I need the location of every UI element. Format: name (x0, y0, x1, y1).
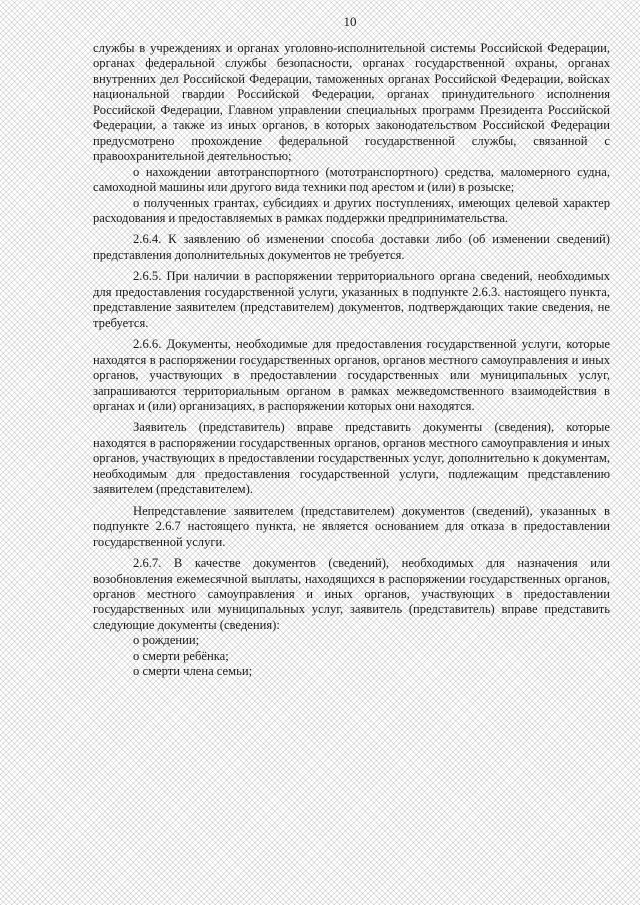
list-item: о смерти члена семьи; (133, 664, 253, 679)
paragraph-2-6-7: 2.6.7. В качестве документов (сведений), необходимых для назначения или возобновления ежемесячной выплаты, находящихся в распоряжении государственных органов, органов местного самоуправления и иных органов, участвующих в предоставлении государственных или муниципальных услуг, заявитель (представитель) вправе представить следующие документы (сведения): (93, 556, 610, 632)
document-list (93, 633, 610, 679)
paragraph-2-6-4: 2.6.4. К заявлению об изменении способа доставки либо (об изменении сведений) представления дополнительных документов не требуется. (93, 232, 610, 262)
paragraph-service-bodies: службы в учреждениях и органах уголовно-исполнительной системы Российской Федерации, органах федеральной службы безопасности, органах государственной охраны, органах внутренних дел Российской Федерации, таможенных органах Российской Федерации, войсках национальной гвардии Российской Федерации, органах принудительного исполнения Российской Федерации, Главном управлении специальных программ Президента Российской Федерации, а также из иных органов, в которых законодательством Российской Федерации предусмотрено прохождение федеральной государственной службы, связанной с правоохранительной деятельностью; (93, 41, 610, 164)
paragraph-applicant-right: Заявитель (представитель) вправе представить документы (сведения), которые находятся в распоряжении государственных органов, органов местного самоуправления и иных органов, участвующих в предоставлении государственных услуг, дополнительно к документам, необходимым для предоставления государственной услуги, подлежащим представлению заявителем (представителем). (93, 420, 610, 497)
paragraph-grants-subsidies: о полученных грантах, субсидиях и других поступлениях, имеющих целевой характер расходования и предоставляемых в рамках поддержки предпринимательства. (93, 195, 610, 225)
list-item: о смерти ребёнка; (133, 648, 229, 663)
paragraph-2-6-5: 2.6.5. При наличии в распоряжении территориального органа сведений, необходимых для предоставления государственной услуги, указанных в подпункте 2.6.3. настоящего пункта, представление заявителем (представителем) документов, подтверждающих такие сведения, не требуется. (93, 269, 610, 330)
paragraph-non-submission: Непредставление заявителем (представителем) документов (сведений), указанных в подпункте 2.6.7 настоящего пункта, не является основанием для отказа в предоставлении государственной услуги. (93, 503, 610, 549)
paragraph-2-6-6: 2.6.6. Документы, необходимые для предоставления государственной услуги, которые находятся в распоряжении государственных органов, органов местного самоуправления и иных органов, участвующих в предоставлении государственных или муниципальных услуг, запрашиваются территориальным органом в рамках межведомственного взаимодействия в органах и (или) организациях, в распоряжении которых они находятся. (93, 337, 610, 413)
page-body (93, 41, 610, 680)
page-number: 10 (343, 14, 357, 29)
list-item: о рождении; (133, 633, 200, 648)
paragraph-vehicle-arrest: о нахождении автотранспортного (мототранспортного) средства, маломерного судна, самоходной машины или другого вида техники под арестом и (или) в розыске; (93, 164, 610, 195)
